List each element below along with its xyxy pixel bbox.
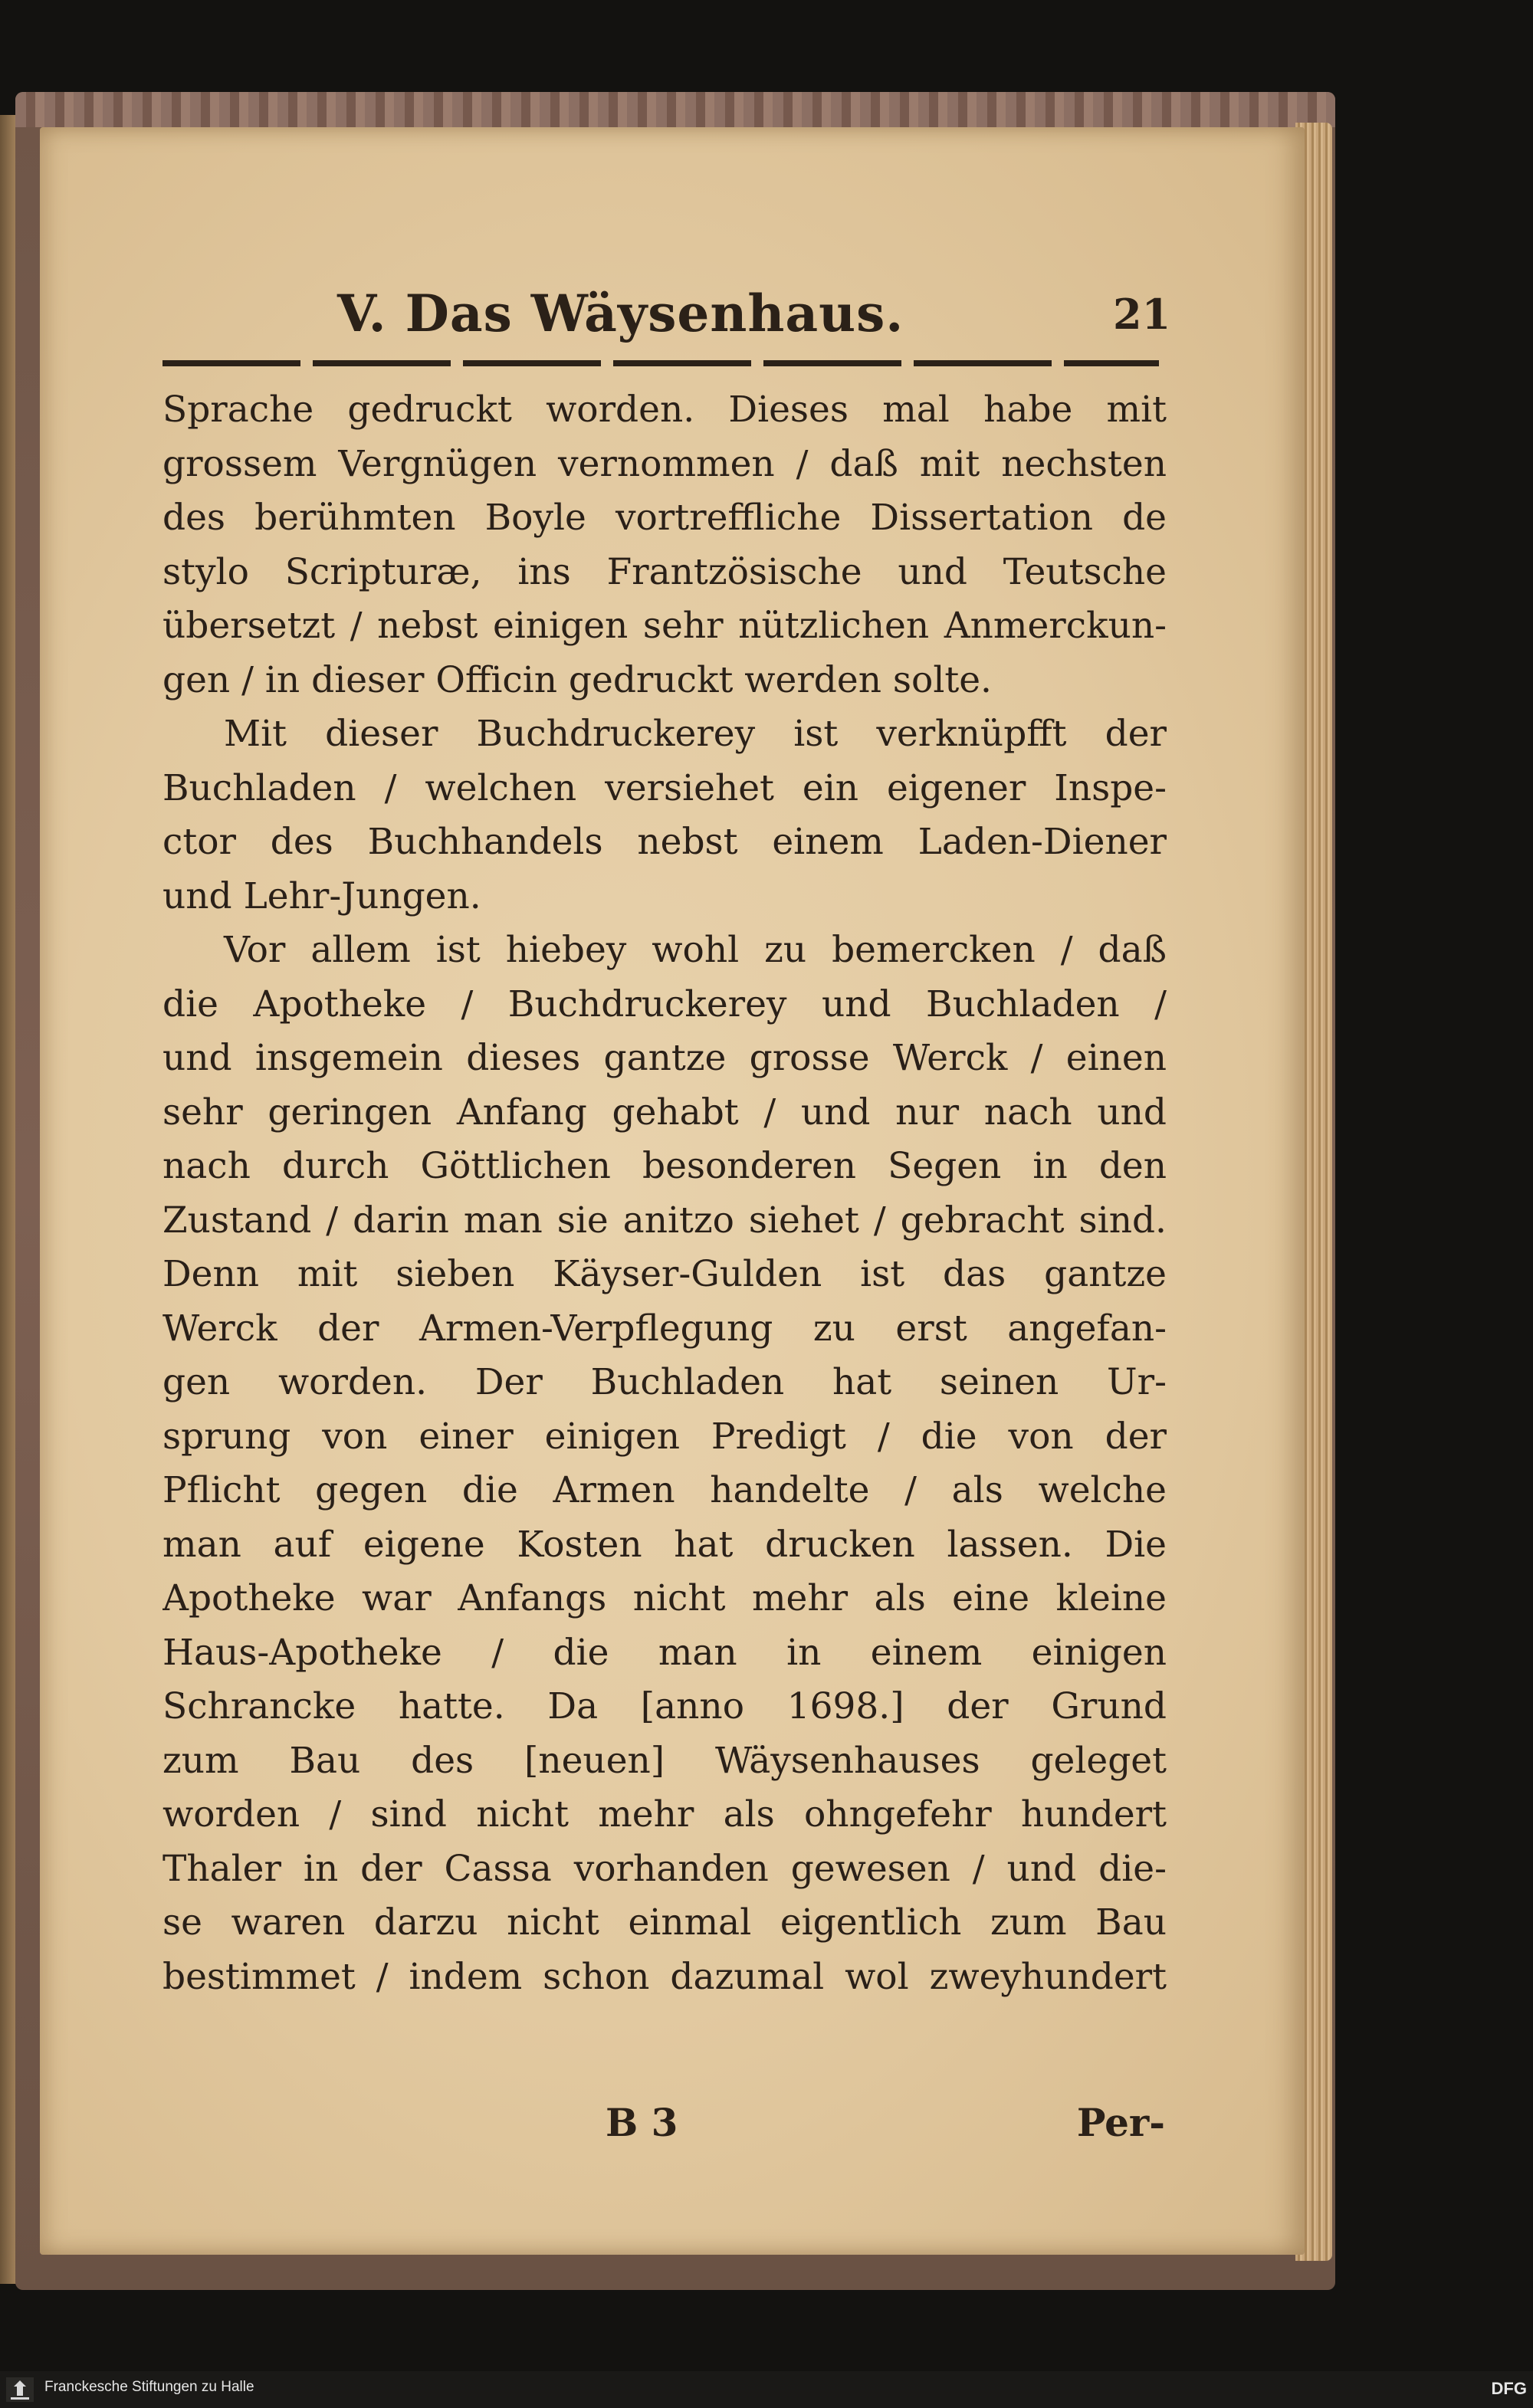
text-line: man auf eigene Kosten hat drucken lassen. Die xyxy=(162,1523,1167,1566)
text-line: Zustand / darin man sie anitzo siehet / gebracht sind. xyxy=(162,1199,1167,1242)
text-line: grossem Vergnügen vernommen / daß mit nechsten xyxy=(162,442,1167,485)
text-line: sprung von einer einigen Predigt / die von der xyxy=(162,1415,1167,1458)
text-line: zum Bau des [neuen] Wäysenhauses geleget xyxy=(162,1739,1167,1782)
text-line: des berühmten Boyle vortreffliche Dissertation de xyxy=(162,497,1167,539)
text-line: die Apotheke / Buchdruckerey und Buchladen / xyxy=(162,983,1167,1025)
running-head: V. Das Wäysenhaus. xyxy=(337,284,904,343)
institution-logo-icon xyxy=(5,2376,35,2403)
body-text xyxy=(162,383,1167,2054)
text-line: worden / sind nicht mehr als ohngefehr hundert xyxy=(162,1793,1167,1836)
text-line: Sprache gedruckt worden. Dieses mal habe mit xyxy=(162,389,1167,431)
text-line: nach durch Göttlichen besonderen Segen in den xyxy=(162,1145,1167,1187)
text-line: Schrancke hatte. Da [anno 1698.] der Grund xyxy=(162,1685,1167,1727)
text-line: bestimmet / indem schon dazumal wol zweyhundert xyxy=(162,1955,1167,1998)
text-line: Pflicht gegen die Armen handelte / als welche xyxy=(162,1469,1167,1511)
institution-label: Franckesche Stiftungen zu Halle xyxy=(44,2379,254,2395)
text-line: übersetzt / nebst einigen sehr nützlichen Anmerckun- xyxy=(162,605,1167,647)
header-rule xyxy=(162,360,1159,366)
text-line: ctor des Buchhandels nebst einem Laden-Diener xyxy=(162,821,1167,863)
text-line: Apotheke war Anfangs nicht mehr als eine kleine xyxy=(162,1577,1167,1619)
text-line: Thaler in der Cassa vorhanden gewesen / und die- xyxy=(162,1847,1167,1890)
text-line: Haus-Apotheke / die man in einem einigen xyxy=(162,1631,1167,1674)
catchword: Per- xyxy=(1076,2100,1165,2145)
book-cover-top-edge xyxy=(15,92,1335,127)
text-line: Vor allem ist hiebey wohl zu bemercken / daß xyxy=(224,929,1167,971)
text-line: stylo Scripturæ, ins Frantzösische und Teutsche xyxy=(162,550,1167,593)
text-line: sehr geringen Anfang gehabt / und nur nach und xyxy=(162,1091,1167,1133)
text-line: Denn mit sieben Käyser-Gulden ist das gantze xyxy=(162,1253,1167,1295)
page-number: 21 xyxy=(1113,290,1171,339)
text-line: gen / in dieser Officin gedruckt werden solte. xyxy=(162,658,992,701)
text-line: gen worden. Der Buchladen hat seinen Ur- xyxy=(162,1361,1167,1403)
text-line: Buchladen / welchen versiehet ein eigener Inspe- xyxy=(162,766,1167,809)
signature-mark: B 3 xyxy=(606,2100,678,2145)
text-line: und Lehr-Jungen. xyxy=(162,874,481,917)
text-line: Werck der Armen-Verpflegung zu erst angefan- xyxy=(162,1307,1167,1350)
text-line: Mit dieser Buchdruckerey ist verknüpfft der xyxy=(224,713,1167,755)
text-line: se waren darzu nicht einmal eigentlich zum Bau xyxy=(162,1901,1167,1944)
text-line: und insgemein dieses gantze grosse Werck / einen xyxy=(162,1037,1167,1079)
funder-logo: DFG xyxy=(1491,2379,1527,2398)
